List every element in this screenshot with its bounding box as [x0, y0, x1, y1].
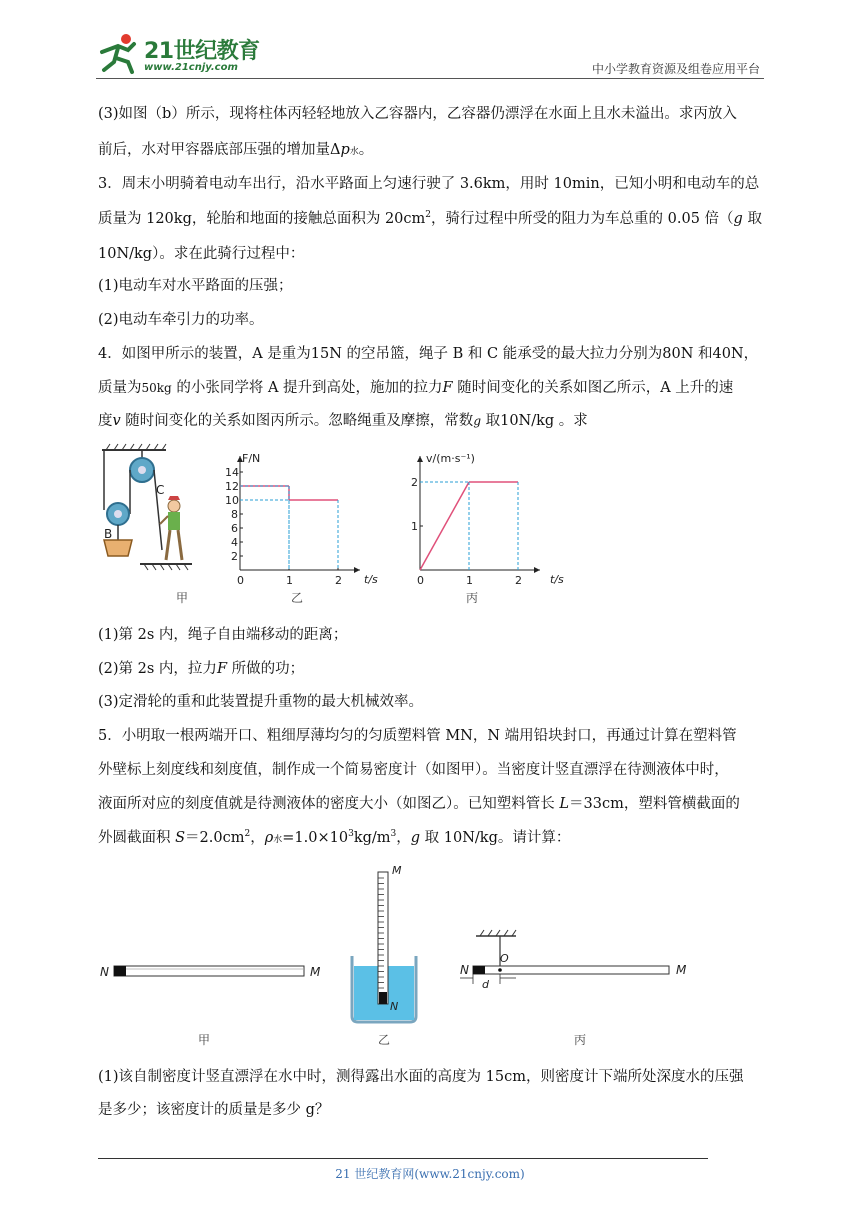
- page-header: [96, 24, 764, 84]
- lead-block-icon: [114, 966, 126, 976]
- text-segment: S: [175, 830, 186, 846]
- text-line: [98, 1100, 766, 1120]
- text-line: [98, 411, 766, 431]
- text-segment: L: [559, 796, 569, 812]
- text-segment: ，: [250, 830, 265, 846]
- text-segment: (2)第 2s 内，拉力: [98, 661, 217, 677]
- y-tick-label: 12: [225, 480, 239, 493]
- text-segment: ＝33cm，塑料管横截面的: [569, 796, 740, 812]
- text-line: [98, 692, 766, 712]
- lever-diagram: [460, 930, 687, 1047]
- figure-caption-bing: 丙: [466, 591, 479, 605]
- text-segment: F: [216, 661, 227, 677]
- x-axis-arrow: [534, 567, 540, 573]
- text-segment: g: [733, 211, 743, 227]
- x-tick-label: 1: [466, 574, 473, 587]
- x-axis-label: t/s: [364, 573, 378, 586]
- text-segment: 3: [390, 829, 397, 840]
- question-3: [98, 174, 766, 194]
- text-line-content: (1)该自制密度计竖直漂浮在水中时，测得露出水面的高度为 15cm，则密度计下端所处深度水的压强: [98, 1069, 744, 1085]
- text-line-content: 是多少；该密度计的质量是多少 g？: [98, 1102, 330, 1118]
- figure-caption-yi: 乙: [291, 591, 304, 605]
- text-segment: 前后，水对甲容器底部压强的增加量Δ: [98, 142, 341, 158]
- text-line-content: (2)电动车牵引力的功率。: [98, 312, 264, 328]
- text-segment: 2: [244, 829, 251, 840]
- logo-url: www.21cnjy.com: [144, 62, 238, 73]
- velocity-time-chart: [411, 452, 564, 605]
- text-line: [98, 310, 766, 330]
- pulley-diagram: [102, 444, 192, 605]
- y-axis-arrow: [417, 456, 423, 462]
- figure-caption-bing: 丙: [574, 1033, 587, 1047]
- figure-caption-yi: 乙: [378, 1033, 391, 1047]
- footer-divider: [98, 1158, 708, 1159]
- text-line-content: (1)电动车对水平路面的压强；: [98, 278, 293, 294]
- text-segment: 所做的功；: [227, 661, 305, 677]
- text-line: [98, 244, 766, 264]
- text-segment: 随时间变化的关系如图丙所示。忽略绳重及摩擦，常数: [120, 413, 474, 429]
- series-segment: [420, 482, 469, 570]
- figure-caption-jia: 甲: [176, 591, 189, 605]
- text-segment: 。: [358, 142, 374, 158]
- text-segment: kg/m: [353, 830, 391, 846]
- text-segment: 水: [273, 835, 283, 845]
- y-axis-label: v/(m·s⁻¹): [426, 452, 475, 465]
- label-d: d: [482, 978, 489, 991]
- text-segment: 取: [742, 211, 762, 227]
- text-segment: =1.0×10: [282, 830, 349, 846]
- text-segment: 取 10N/kg。请计算：: [420, 830, 571, 846]
- text-line: [98, 104, 766, 124]
- text-segment: 外圆截面积: [98, 830, 176, 846]
- label-m: M: [676, 963, 687, 977]
- figure-caption-jia: 甲: [198, 1033, 211, 1047]
- label-m: M: [310, 965, 321, 979]
- x-tick-label: 0: [417, 574, 424, 587]
- text-line: [98, 1067, 766, 1087]
- question-4: [98, 344, 766, 364]
- text-line: [98, 760, 766, 780]
- text-line-content: 5．小明取一根两端开口、粗细厚薄均匀的匀质塑料管 MN，N 端用铅块封口，再通过计算在塑料管: [98, 728, 737, 744]
- x-tick-label: 2: [515, 574, 522, 587]
- text-segment: 取10N/kg 。求: [481, 413, 588, 429]
- label-n: N: [100, 965, 109, 979]
- logo: [96, 32, 266, 76]
- page-footer: 21 世纪教育网(www.21cnjy.com): [335, 1167, 525, 1181]
- basket-icon: [104, 540, 132, 556]
- runner-logo-icon: [96, 32, 142, 76]
- text-line-content: (1)第 2s 内，绳子自由端移动的距离；: [98, 627, 348, 643]
- text-line: [98, 140, 766, 162]
- x-tick-label: 2: [335, 574, 342, 587]
- text-segment: ＝2.0cm: [185, 830, 245, 846]
- text-line-content: 外壁标上刻度线和刻度值，制作成一个简易密度计（如图甲）。当密度计竖直漂浮在待测液体中时，: [98, 762, 729, 778]
- x-tick-label: 0: [237, 574, 244, 587]
- y-tick-label: 2: [411, 476, 418, 489]
- y-tick-label: 4: [231, 536, 238, 549]
- x-axis-arrow: [354, 567, 360, 573]
- text-segment: g: [410, 830, 421, 846]
- text-segment: 水: [349, 147, 359, 157]
- text-line: [98, 209, 766, 229]
- y-tick-label: 8: [231, 508, 238, 521]
- text-line-content: (3)如图（b）所示，现将柱体丙轻轻地放入乙容器内，乙容器仍漂浮在水面上且水未溢出。求丙放入: [98, 106, 737, 122]
- person-icon: [160, 496, 182, 560]
- label-n: N: [460, 963, 469, 977]
- text-segment: F: [442, 380, 453, 396]
- text-segment: g: [473, 414, 481, 428]
- text-segment: 3: [348, 829, 354, 840]
- text-line-content: 3．周末小明骑着电动车出行，沿水平路面上匀速行驶了 3.6km，用时 10min，已知小明和电动车的总: [98, 176, 760, 192]
- question-5: [98, 726, 766, 746]
- text-line: [98, 276, 766, 296]
- x-tick-label: 1: [286, 574, 293, 587]
- text-line-content: 4．如图甲所示的装置，A 是重为15N 的空吊篮，绳子 B 和 C 能承受的最大拉力分别为80N 和40N，: [98, 346, 759, 362]
- pulley-label-c: C: [156, 483, 165, 497]
- y-tick-label: 1: [411, 520, 418, 533]
- text-segment: 质量为: [98, 380, 142, 396]
- text-segment: 度: [98, 413, 113, 429]
- y-tick-label: 2: [231, 550, 238, 563]
- label-o: O: [500, 952, 509, 965]
- text-line: [98, 625, 766, 645]
- text-segment: p: [340, 142, 350, 158]
- header-divider: [96, 78, 764, 79]
- figure-5: [96, 858, 716, 1058]
- text-segment: 50kg: [141, 381, 172, 395]
- text-segment: 2: [425, 210, 432, 221]
- hydrometer-tube-diagram: [100, 965, 321, 1047]
- text-line: [98, 828, 766, 850]
- x-axis-label: t/s: [550, 573, 564, 586]
- text-segment: ，骑行过程中所受的阻力为车总重的 0.05 倍（: [431, 211, 734, 227]
- text-line-content: 10N/kg）。求在此骑行过程中：: [98, 246, 305, 262]
- text-segment: ，: [396, 830, 411, 846]
- text-line: [98, 659, 766, 679]
- text-segment: 随时间变化的关系如图乙所示，A 上升的速: [452, 380, 734, 396]
- text-segment: ρ: [264, 830, 274, 846]
- pulley-label-b: B: [104, 527, 113, 541]
- label-n: N: [390, 1000, 399, 1013]
- beaker-diagram: [352, 864, 416, 1047]
- force-time-chart: [225, 452, 378, 605]
- y-tick-label: 14: [225, 466, 239, 479]
- y-tick-label: 10: [225, 494, 239, 507]
- figure-4: [96, 440, 576, 610]
- text-segment: v: [112, 413, 121, 429]
- platform-name: 中小学教育资源及组卷应用平台: [591, 62, 760, 76]
- y-axis-label: F/N: [242, 452, 261, 465]
- y-tick-label: 6: [231, 522, 238, 535]
- text-segment: 的小张同学将 A 提升到高处，施加的拉力: [171, 380, 443, 396]
- text-line-content: (3)定滑轮的重和此装置提升重物的最大机械效率。: [98, 694, 424, 710]
- logo-text: 21世纪教育: [144, 39, 260, 64]
- label-m: M: [392, 864, 402, 877]
- text-segment: 液面所对应的刻度值就是待测液体的密度大小（如图乙）。已知塑料管长: [98, 796, 560, 812]
- text-segment: 质量为 120kg，轮胎和地面的接触总面积为 20cm: [98, 211, 426, 227]
- text-line: [98, 378, 766, 398]
- text-line: [98, 794, 766, 814]
